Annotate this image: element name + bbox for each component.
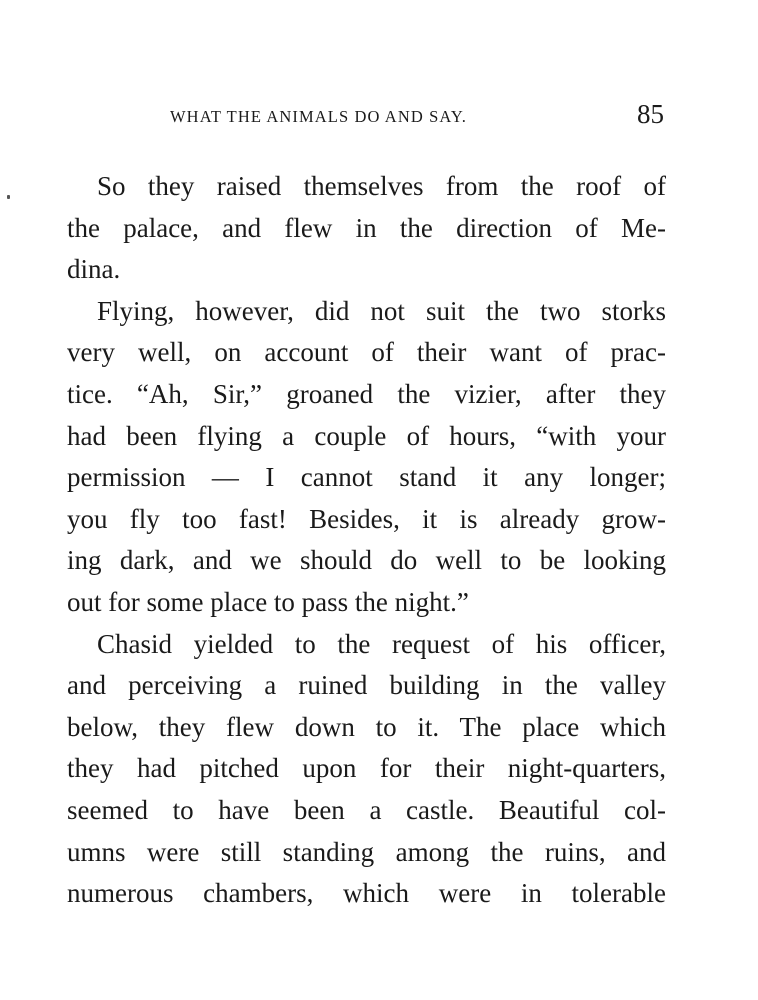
- text-line: out for some place to pass the night.”: [67, 586, 469, 617]
- text-line: seemed to have been a castle. Beautiful col-: [67, 794, 666, 825]
- text-line: So they raised themselves from the roof of: [97, 171, 666, 201]
- text-line: Chasid yielded to the request of his officer,: [97, 628, 666, 659]
- text-line: dina.: [67, 254, 121, 285]
- text-line: umns were still standing among the ruins, and: [67, 836, 666, 867]
- text-line: Flying, however, did not suit the two storks: [97, 295, 666, 326]
- text-line: they had pitched upon for their night-quarters,: [67, 753, 666, 784]
- text-line: and perceiving a ruined building in the valley: [67, 670, 666, 701]
- text-line: ing dark, and we should do well to be looking: [67, 545, 666, 576]
- text-line: very well, on account of their want of prac-: [67, 337, 666, 368]
- running-head: [170, 99, 664, 133]
- text-line: had been flying a couple of hours, “with your: [67, 420, 666, 451]
- running-title: WHAT THE ANIMALS DO AND SAY.: [170, 107, 467, 126]
- text-line: tice. “Ah, Sir,” groaned the vizier, after they: [67, 378, 666, 409]
- page-number: 85: [637, 99, 664, 129]
- text-line: below, they flew down to it. The place which: [67, 711, 666, 742]
- text-line: numerous chambers, which were in tolerable: [67, 878, 666, 909]
- text-line: permission — I cannot stand it any longer;: [67, 462, 666, 493]
- body-text: [67, 166, 666, 915]
- text-line: the palace, and flew in the direction of Me-: [67, 212, 666, 243]
- margin-speck: [7, 195, 10, 199]
- text-line: you fly too fast! Besides, it is already grow-: [67, 503, 666, 534]
